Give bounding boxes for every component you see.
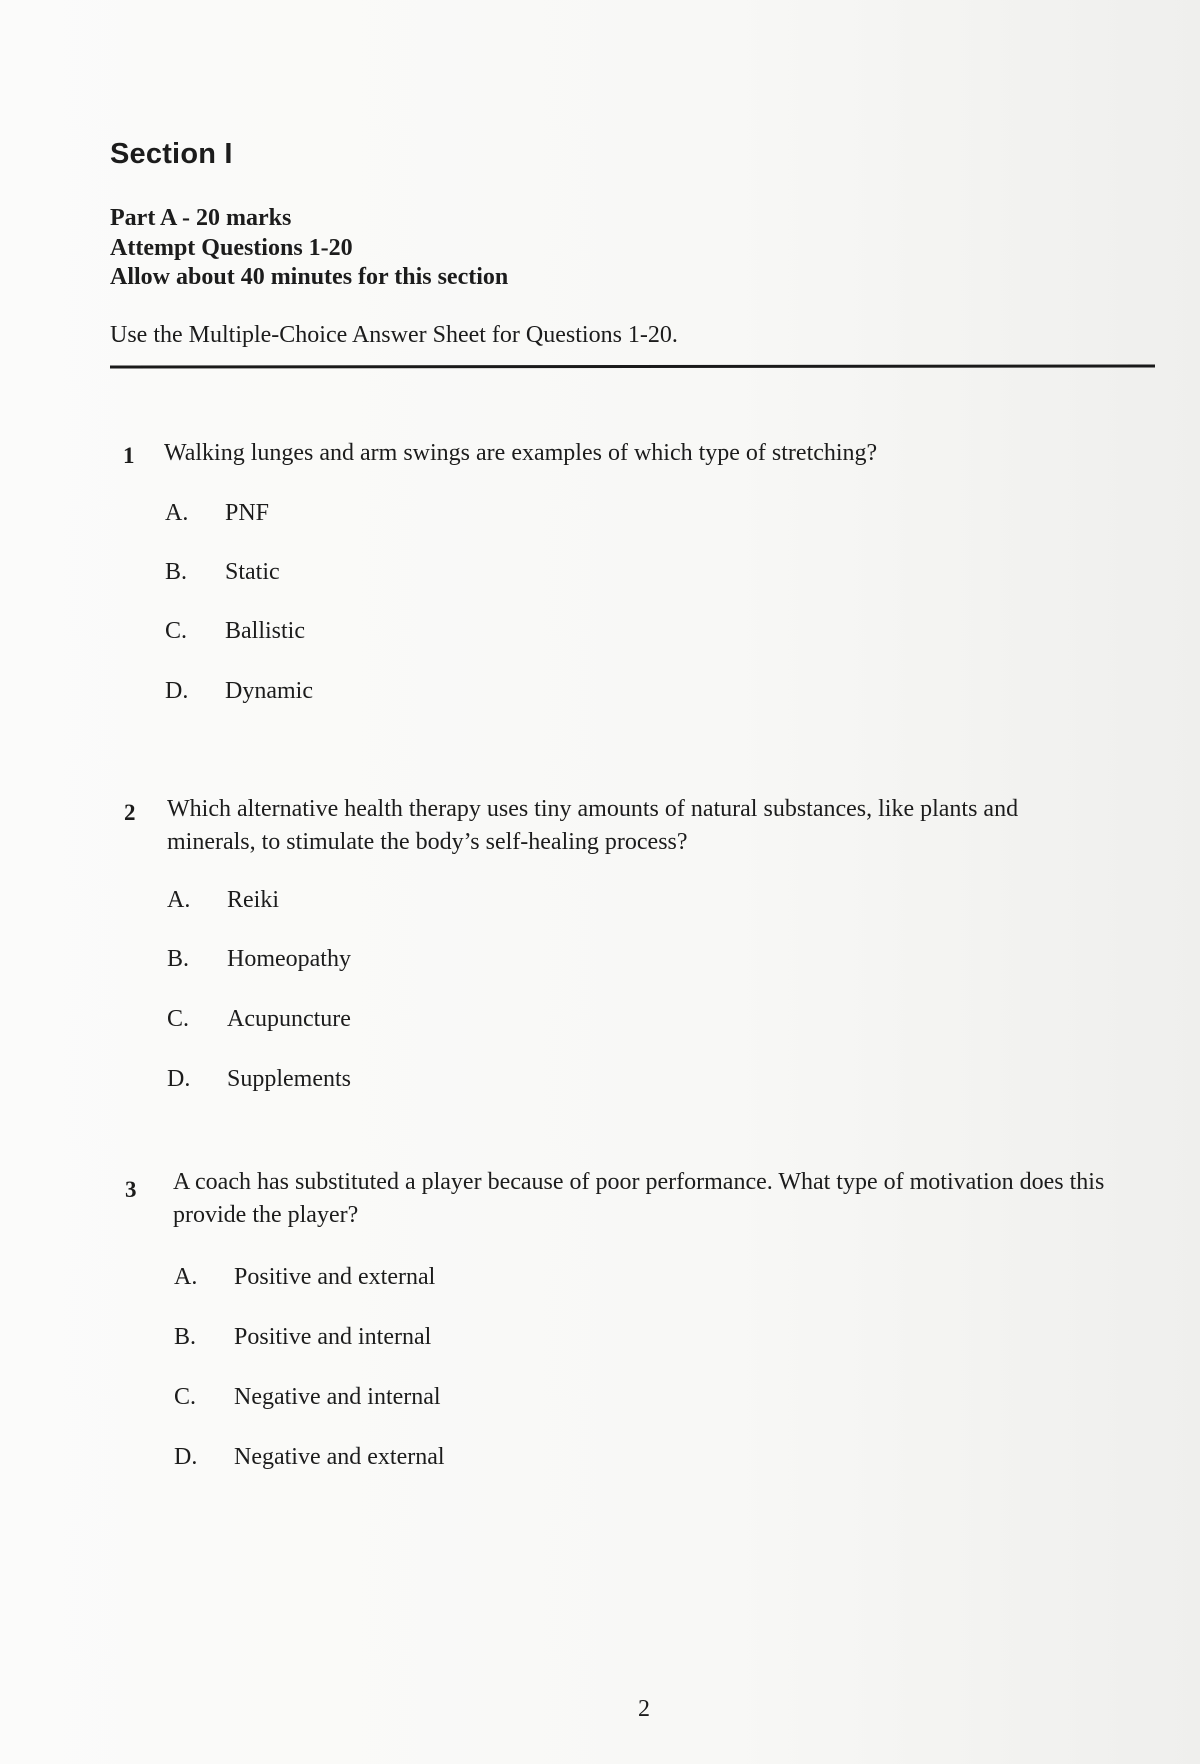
- option-letter: B.: [165, 559, 188, 585]
- option-letter: D.: [167, 1066, 191, 1092]
- option-text: Positive and internal: [234, 1324, 432, 1350]
- option-text: Negative and internal: [234, 1384, 441, 1410]
- section-title: Section I: [110, 138, 233, 170]
- option-letter: D.: [174, 1444, 198, 1470]
- option-letter: B.: [174, 1324, 197, 1350]
- attempt-instruction: Attempt Questions 1-20: [110, 235, 353, 261]
- option-letter: D.: [165, 678, 189, 704]
- time-allowance: Allow about 40 minutes for this section: [110, 264, 509, 290]
- option-letter: C.: [167, 1006, 190, 1032]
- option-letter: C.: [165, 618, 188, 644]
- question-text: Which alternative health therapy uses tiny amounts of natural substances, like plants and minerals, to stimulate the body’s self-healing process?: [167, 796, 1019, 855]
- option-letter: A.: [165, 500, 189, 526]
- option-letter: A.: [167, 887, 191, 913]
- option-text: Homeopathy: [227, 946, 351, 972]
- option-text: Reiki: [227, 887, 279, 913]
- option-text: Ballistic: [225, 618, 305, 644]
- question-number: 2: [124, 800, 136, 825]
- option-letter: B.: [167, 946, 190, 972]
- option-text: Supplements: [227, 1066, 351, 1092]
- question-number: 1: [123, 443, 135, 468]
- option-letter: A.: [174, 1264, 198, 1290]
- section-divider: [110, 365, 1155, 369]
- question-number: 3: [125, 1177, 137, 1202]
- option-text: Positive and external: [234, 1264, 436, 1290]
- option-text: Negative and external: [234, 1444, 445, 1470]
- answer-sheet-instruction: Use the Multiple-Choice Answer Sheet for Questions 1-20.: [110, 322, 678, 348]
- option-text: PNF: [225, 500, 270, 526]
- option-text: Dynamic: [225, 678, 313, 704]
- question-text: A coach has substituted a player because of poor performance. What type of motivation does this provide the player?: [173, 1169, 1105, 1228]
- option-text: Acupuncture: [227, 1006, 351, 1032]
- page-number: 2: [638, 1696, 650, 1722]
- part-label: Part A - 20 marks: [110, 205, 292, 231]
- option-text: Static: [225, 559, 280, 585]
- question-text: Walking lunges and arm swings are examples of which type of stretching?: [164, 440, 878, 466]
- option-letter: C.: [174, 1384, 197, 1410]
